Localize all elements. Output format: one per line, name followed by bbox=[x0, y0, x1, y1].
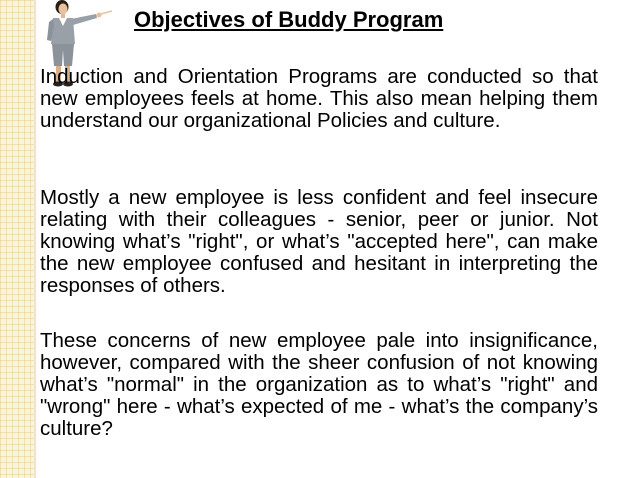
slide-title: Objectives of Buddy Program bbox=[134, 7, 444, 32]
decorative-strip-edge bbox=[34, 0, 36, 478]
paragraph-induction: Induction and Orientation Programs are conducted so that new employees feels at home. This also mean helping them understand our organizational Policies and culture. bbox=[40, 65, 598, 132]
decorative-left-strip bbox=[0, 0, 34, 478]
paragraph-new-employee: Mostly a new employee is less confident and feel insecure relating with their colleagues - senior, peer or junior. Not knowing what’s "right", or what’s "accepted here", can make the new employee confused and hesitant in interpreting the responses of others. bbox=[40, 186, 598, 297]
paragraph-concerns: These concerns of new employee pale into insignificance, however, compared with the sheer confusion of not knowing what’s "normal" in the organization as to what’s "right" and "wrong" here - what’s expected of me - what’s the company’s culture? bbox=[40, 329, 598, 440]
